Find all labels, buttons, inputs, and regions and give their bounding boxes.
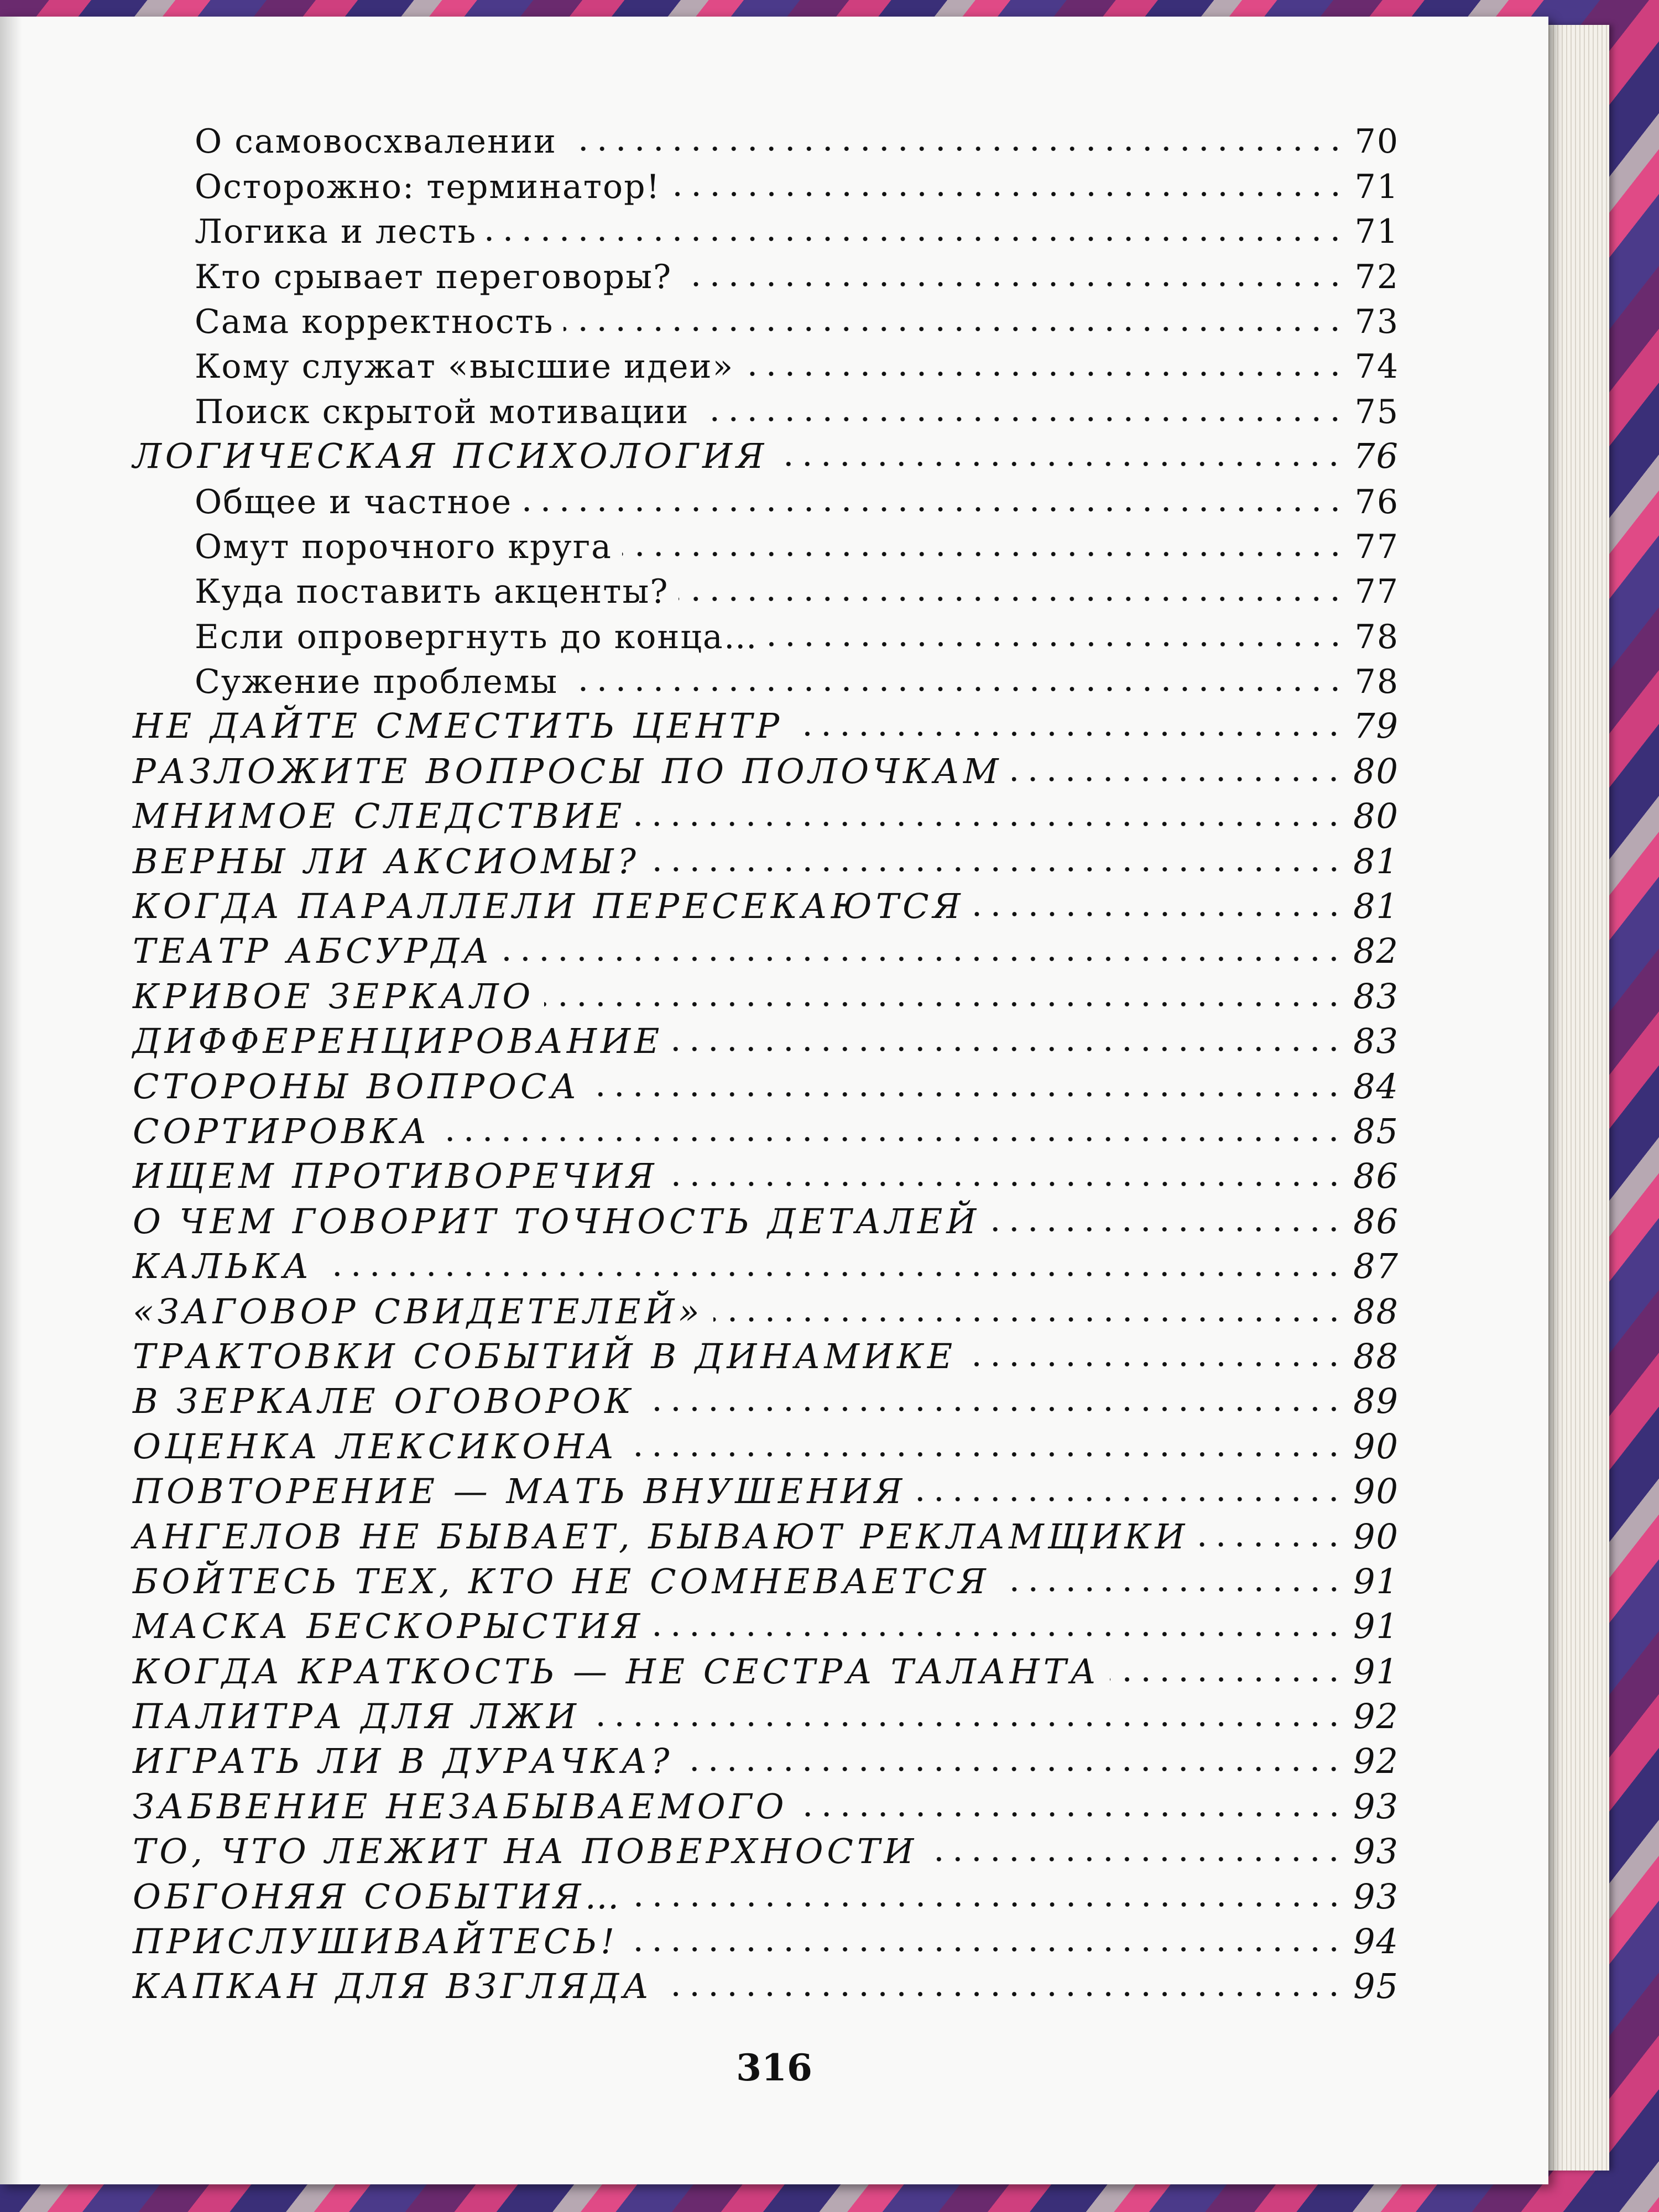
dot-leader [927,1856,1343,1862]
toc-entry-title: РАЗЛОЖИТЕ ВОПРОСЫ ПО ПОЛОЧКАМ [133,750,1003,791]
dot-leader [568,686,1344,692]
toc-entry-title: ПОВТОРЕНИЕ — МАТЬ ВНУШЕНИЯ [133,1471,906,1512]
toc-entry-title: ТО, ЧТО ЛЕЖИТ НА ПОВЕРХНОСТИ [133,1831,918,1872]
toc-entry-page: 86 [1353,1201,1399,1241]
toc-entry-title: ОЦЕНКА ЛЕКСИКОНА [133,1426,618,1467]
toc-entry-title: ОБГОНЯЯ СОБЫТИЯ… [133,1876,623,1917]
toc-chapter-entry [133,1914,1399,1962]
dot-leader [650,867,1343,872]
toc-chapter-entry [133,1599,1399,1647]
toc-entry-title: КАЛЬКА [133,1246,313,1287]
toc-entry-title: ПРИСЛУШИВАЙТЕСЬ! [133,1921,618,1962]
toc-entry-page: 78 [1354,662,1399,702]
toc-chapter-entry [133,1869,1399,1917]
toc-entry-title: Кому служат «высшие идеи» [195,347,734,387]
toc-entry-title: КАПКАН ДЛЯ ВЗГЛЯДА [133,1966,653,2007]
toc-entry-page: 90 [1353,1516,1399,1557]
toc-entry-title: СТОРОНЫ ВОПРОСА [133,1066,581,1107]
dot-leader [590,1721,1343,1727]
toc-entry-page: 76 [1353,436,1399,477]
toc-entry-title: ЗАБВЕНИЕ НЕЗАБЫВАЕМОГО [133,1786,788,1827]
toc-entry-title: МНИМОЕ СЛЕДСТВИЕ [133,796,626,837]
toc-chapter-entry [133,743,1399,791]
toc-section-entry [133,338,1399,387]
toc-chapter-entry [133,1149,1399,1197]
toc-chapter-entry [133,1058,1399,1107]
toc-entry-page: 89 [1353,1381,1399,1422]
toc-entry-page: 84 [1353,1066,1399,1107]
dot-leader [699,416,1344,422]
toc-entry-title: КОГДА ПАРАЛЛЕЛИ ПЕРЕСЕКАЮТСЯ [133,886,964,927]
toc-chapter-entry [133,1104,1399,1149]
toc-entry-title: «ЗАГОВОР СВИДЕТЕЛЕЙ» [133,1291,703,1332]
toc-entry-title: ТРАКТОВКИ СОБЫТИЙ В ДИНАМИКЕ [133,1335,957,1376]
toc-section-entry [133,654,1399,702]
toc-chapter-entry [133,1554,1399,1599]
dot-leader [590,1092,1343,1097]
dot-leader [440,1136,1343,1142]
toc-entry-page: 78 [1354,617,1399,656]
dot-leader [635,821,1343,827]
toc-entry-title: ПАЛИТРА ДЛЯ ЛЖИ [133,1696,580,1737]
toc-entry-title: ЛОГИЧЕСКАЯ ПСИХОЛОГИЯ [133,436,768,477]
toc-entry-title: АНГЕЛОВ НЕ БЫВАЕТ, БЫВАЮТ РЕКЛАМЩИКИ [133,1516,1189,1557]
toc-chapter-entry [133,1464,1399,1512]
toc-entry-title: ВЕРНЫ ЛИ АКСИОМЫ? [133,841,640,881]
toc-entry-page: 87 [1353,1246,1399,1287]
toc-entry-page: 72 [1354,257,1399,296]
dot-leader [654,1631,1343,1637]
toc-chapter-entry [133,789,1399,837]
toc-entry-page: 93 [1353,1831,1399,1872]
toc-entry-title: БОЙТЕСЬ ТЕХ, КТО НЕ СОМНЕВАЕТСЯ [133,1561,990,1601]
toc-chapter-entry [133,879,1399,927]
dot-leader [682,281,1345,287]
toc-entry-title: МАСКА БЕСКОРЫСТИЯ [133,1606,644,1647]
dot-leader [744,371,1344,377]
toc-chapter-entry [133,1374,1399,1422]
dot-leader [564,326,1344,332]
toc-entry-page: 93 [1353,1876,1399,1917]
dot-leader [628,1452,1343,1457]
toc-chapter-entry [133,1193,1399,1241]
toc-entry-title: Сама корректность [195,302,554,341]
dot-leader [768,641,1345,647]
toc-entry-page: 77 [1354,527,1399,566]
table-of-contents [133,113,1399,2007]
toc-entry-title: КОГДА КРАТКОСТЬ — НЕ СЕСТРА ТАЛАНТА [133,1651,1100,1692]
dot-leader [1110,1677,1343,1682]
dot-leader [322,1271,1343,1277]
toc-chapter-entry [133,833,1399,881]
toc-entry-title: НЕ ДАЙТЕ СМЕСТИТЬ ЦЕНТР [133,706,784,747]
toc-section-entry [133,564,1399,612]
dot-leader [487,236,1345,242]
dot-leader [916,1496,1343,1502]
toc-chapter-entry [133,1014,1399,1062]
toc-entry-page: 90 [1353,1471,1399,1512]
page-gutter-shadow [0,17,22,2184]
dot-leader [683,1766,1343,1772]
dot-leader [522,507,1345,512]
dot-leader [793,731,1343,737]
dot-leader [966,1361,1343,1367]
toc-entry-title: Если опровергнуть до конца… [195,617,758,656]
dot-leader [1198,1542,1343,1547]
toc-entry-title: ДИФФЕРЕНЦИРОВАНИЕ [133,1021,664,1062]
toc-section-entry [133,383,1399,431]
dot-leader [567,146,1345,152]
toc-entry-page: 76 [1354,482,1399,521]
toc-chapter-entry [133,1734,1399,1782]
toc-entry-page: 86 [1353,1156,1399,1197]
toc-entry-page: 88 [1353,1291,1399,1332]
toc-entry-page: 80 [1353,796,1399,837]
toc-entry-page: 73 [1354,302,1399,341]
toc-entry-page: 70 [1354,122,1399,161]
toc-entry-title: О самовосхвалении [195,122,557,161]
toc-entry-title: Омут порочного круга [195,527,612,566]
dot-leader [671,191,1345,197]
toc-entry-page: 95 [1353,1966,1399,2007]
toc-entry-title: Куда поставить акценты? [195,572,669,612]
dot-leader [668,1181,1343,1187]
toc-entry-page: 74 [1354,347,1399,387]
toc-entry-title: Логика и лесть [195,212,477,252]
toc-entry-title: В ЗЕРКАЛЕ ОГОВОРОК [133,1381,635,1422]
toc-entry-page: 81 [1353,886,1399,927]
dot-leader [662,1991,1343,1997]
toc-chapter-entry [133,1418,1399,1467]
toc-entry-page: 92 [1353,1696,1399,1737]
toc-entry-title: ТЕАТР АБСУРДА [133,931,493,972]
toc-entry-page: 81 [1353,841,1399,881]
toc-section-entry [133,204,1399,252]
toc-section-entry [133,473,1399,521]
toc-section-entry [133,519,1399,564]
toc-entry-page: 85 [1353,1110,1399,1151]
toc-entry-title: О ЧЕМ ГОВОРИТ ТОЧНОСТЬ ДЕТАЛЕЙ [133,1201,980,1241]
toc-chapter-entry [133,1644,1399,1692]
toc-chapter-entry [133,968,1399,1016]
toc-entry-title: Сужение проблемы [195,662,559,702]
toc-entry-page: 91 [1353,1561,1399,1601]
toc-chapter-entry [133,698,1399,747]
dot-leader [633,1902,1344,1907]
toc-chapter-entry [133,1778,1399,1827]
dot-leader [628,1947,1343,1952]
dot-leader [713,1317,1344,1322]
dot-leader [622,551,1345,557]
toc-chapter-entry [133,1509,1399,1557]
toc-entry-page: 75 [1354,392,1399,431]
toc-entry-title: КРИВОЕ ЗЕРКАЛО [133,975,535,1016]
toc-section-entry [133,608,1399,656]
toc-chapter-entry [133,1284,1399,1332]
page-number: 316 [736,2046,812,2089]
toc-entry-page: 71 [1354,212,1399,252]
toc-entry-title: ИЩЕМ ПРОТИВОРЕЧИЯ [133,1156,658,1197]
toc-entry-title: Общее и частное [195,482,513,521]
toc-entry-title: СОРТИРОВКА [133,1110,431,1151]
dot-leader [1012,776,1343,782]
dot-leader [673,1046,1343,1052]
toc-entry-title: Осторожно: терминатор! [195,167,661,206]
dot-leader [645,1406,1343,1412]
dot-leader [503,956,1343,962]
toc-entry-page: 77 [1354,572,1399,612]
toc-entry-title: Поиск скрытой мотивации [195,392,690,431]
toc-section-entry [133,158,1399,206]
toc-chapter-entry [133,1239,1399,1287]
toc-chapter-entry [133,1959,1399,2007]
dot-leader [974,911,1343,917]
toc-entry-page: 91 [1353,1606,1399,1647]
toc-entry-page: 88 [1353,1335,1399,1376]
toc-entry-page: 93 [1353,1786,1399,1827]
dot-leader [544,1001,1343,1007]
toc-entry-page: 82 [1353,931,1399,972]
toc-chapter-entry [133,1329,1399,1374]
toc-entry-page: 91 [1353,1651,1399,1692]
toc-chapter-entry [133,1824,1399,1872]
toc-section-entry [133,248,1399,296]
toc-chapter-entry [133,429,1399,477]
dot-leader [679,596,1344,602]
toc-chapter-entry [133,1689,1399,1737]
dot-leader [1000,1587,1343,1592]
dot-leader [990,1227,1343,1232]
toc-entry-page: 83 [1353,975,1399,1016]
dot-leader [778,461,1343,467]
toc-entry-title: ИГРАТЬ ЛИ В ДУРАЧКА? [133,1741,674,1782]
toc-entry-title: Кто срывает переговоры? [195,257,672,296]
toc-entry-page: 90 [1353,1426,1399,1467]
toc-section-entry [133,113,1399,161]
toc-entry-page: 94 [1353,1921,1399,1962]
toc-entry-page: 83 [1353,1021,1399,1062]
toc-entry-page: 79 [1353,706,1399,747]
toc-chapter-entry [133,924,1399,972]
toc-section-entry [133,294,1399,341]
toc-entry-page: 71 [1354,167,1399,206]
toc-entry-page: 80 [1353,750,1399,791]
dot-leader [798,1812,1344,1817]
toc-entry-page: 92 [1353,1741,1399,1782]
